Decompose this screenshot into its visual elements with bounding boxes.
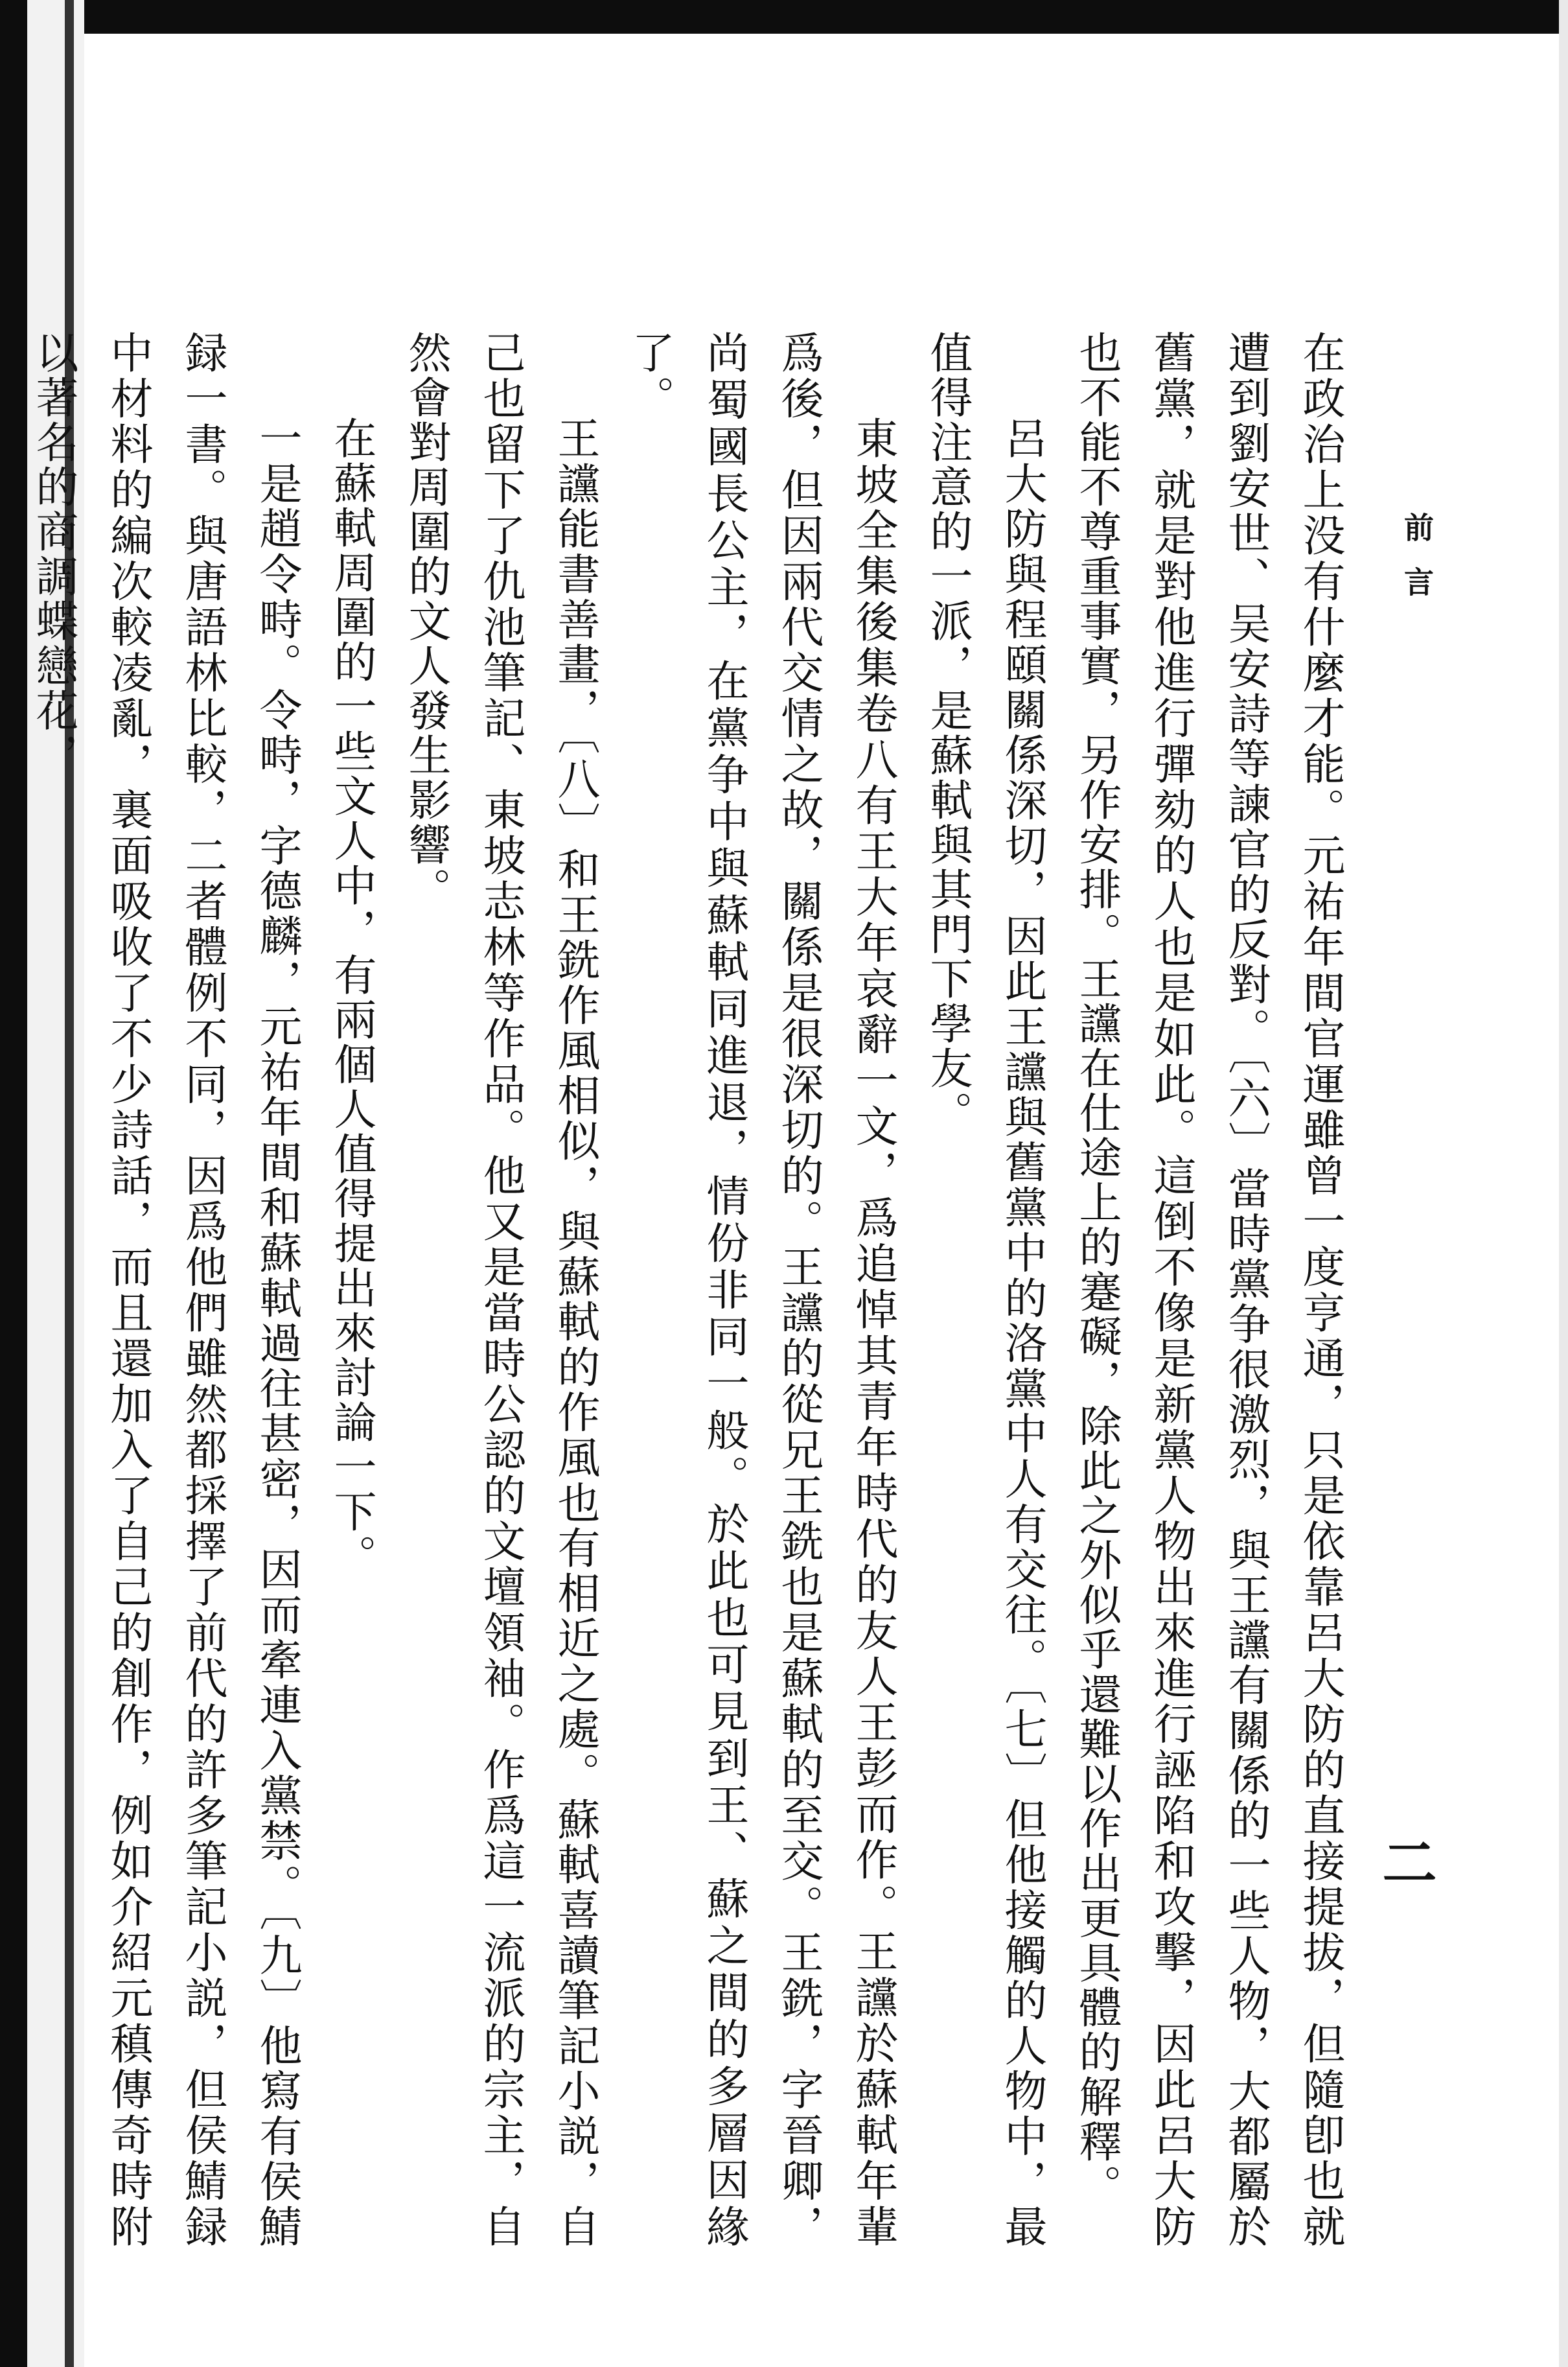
- scan-right-edge: [1559, 0, 1568, 2367]
- paragraph-wang-dang-calligraphy: 王讜能書善畫，〔八〕和王銑作風相似，與蘇軾的作風也有相近之處。蘇軾喜讀筆記小説，自己也留下了仇池筆記、東坡志林等作品。他又是當時公認的文壇領袖。作爲這一流派的宗主，自然會對周圍的文人發生影響。: [401, 331, 600, 2249]
- paragraph-continuation: 在政治上没有什麼才能。元祐年間官運雖曾一度亨通，只是依靠呂大防的直接提拔，但隨卽也就遭到劉安世、吴安詩等諫官的反對。〔六〕當時黨争很激烈，與王讜有關係的一些人物，大都屬於舊黨，就是對他進行彈劾的人也是如此。這倒不像是新黨人物出來進行誣陷和攻擊，因此呂大防也不能不尊重事實，另作安排。王讜在仕途上的蹇礙，除此之外似乎還難以作出更具體的解釋。: [1072, 331, 1345, 2249]
- paragraph-lu-dafang: 呂大防與程頤關係深切，因此王讜與舊黨中的洛黨中人有交往。〔七〕但他接觸的人物中，最值得注意的一派，是蘇軾與其門下學友。: [923, 331, 1047, 2249]
- paragraph-dongpo-quanji: 東坡全集後集卷八有王大年哀辭一文，爲追悼其青年時代的友人王彭而作。王讜於蘇軾年輩爲後，但因兩代交情之故，關係是很深切的。王讜的從兄王銑也是蘇軾的至交。王銑，字晉卿，尚蜀國長公主，在黨争中與蘇軾同進退，情份非同一般。於此也可見到王、蘇之間的多層因緣了。: [625, 331, 898, 2249]
- page-number: 二: [1374, 1834, 1438, 1889]
- body-text: [29, 331, 1357, 2249]
- paragraph-su-shi-circle: 在蘇軾周圍的一些文人中，有兩個人值得提出來討論一下。: [327, 416, 376, 1579]
- scan-top-edge: [0, 0, 1568, 34]
- running-title: 前言: [1400, 512, 1435, 621]
- paragraph-zhao-lingzhi: 一是趙令畤。令畤，字德麟，元祐年間和蘇軾過往甚密，因而牽連入黨禁。〔九〕他寫有侯鯖録一書。與唐語林比較，二者體例不同，因爲他們雖然都採擇了前代的許多筆記小説，但侯鯖録中材料的編次較凌亂，裏面吸收了不少詩話，而且還加入了自己的創作，例如介紹元稹傳奇時附以著名的商調蝶戀花，: [29, 331, 302, 2249]
